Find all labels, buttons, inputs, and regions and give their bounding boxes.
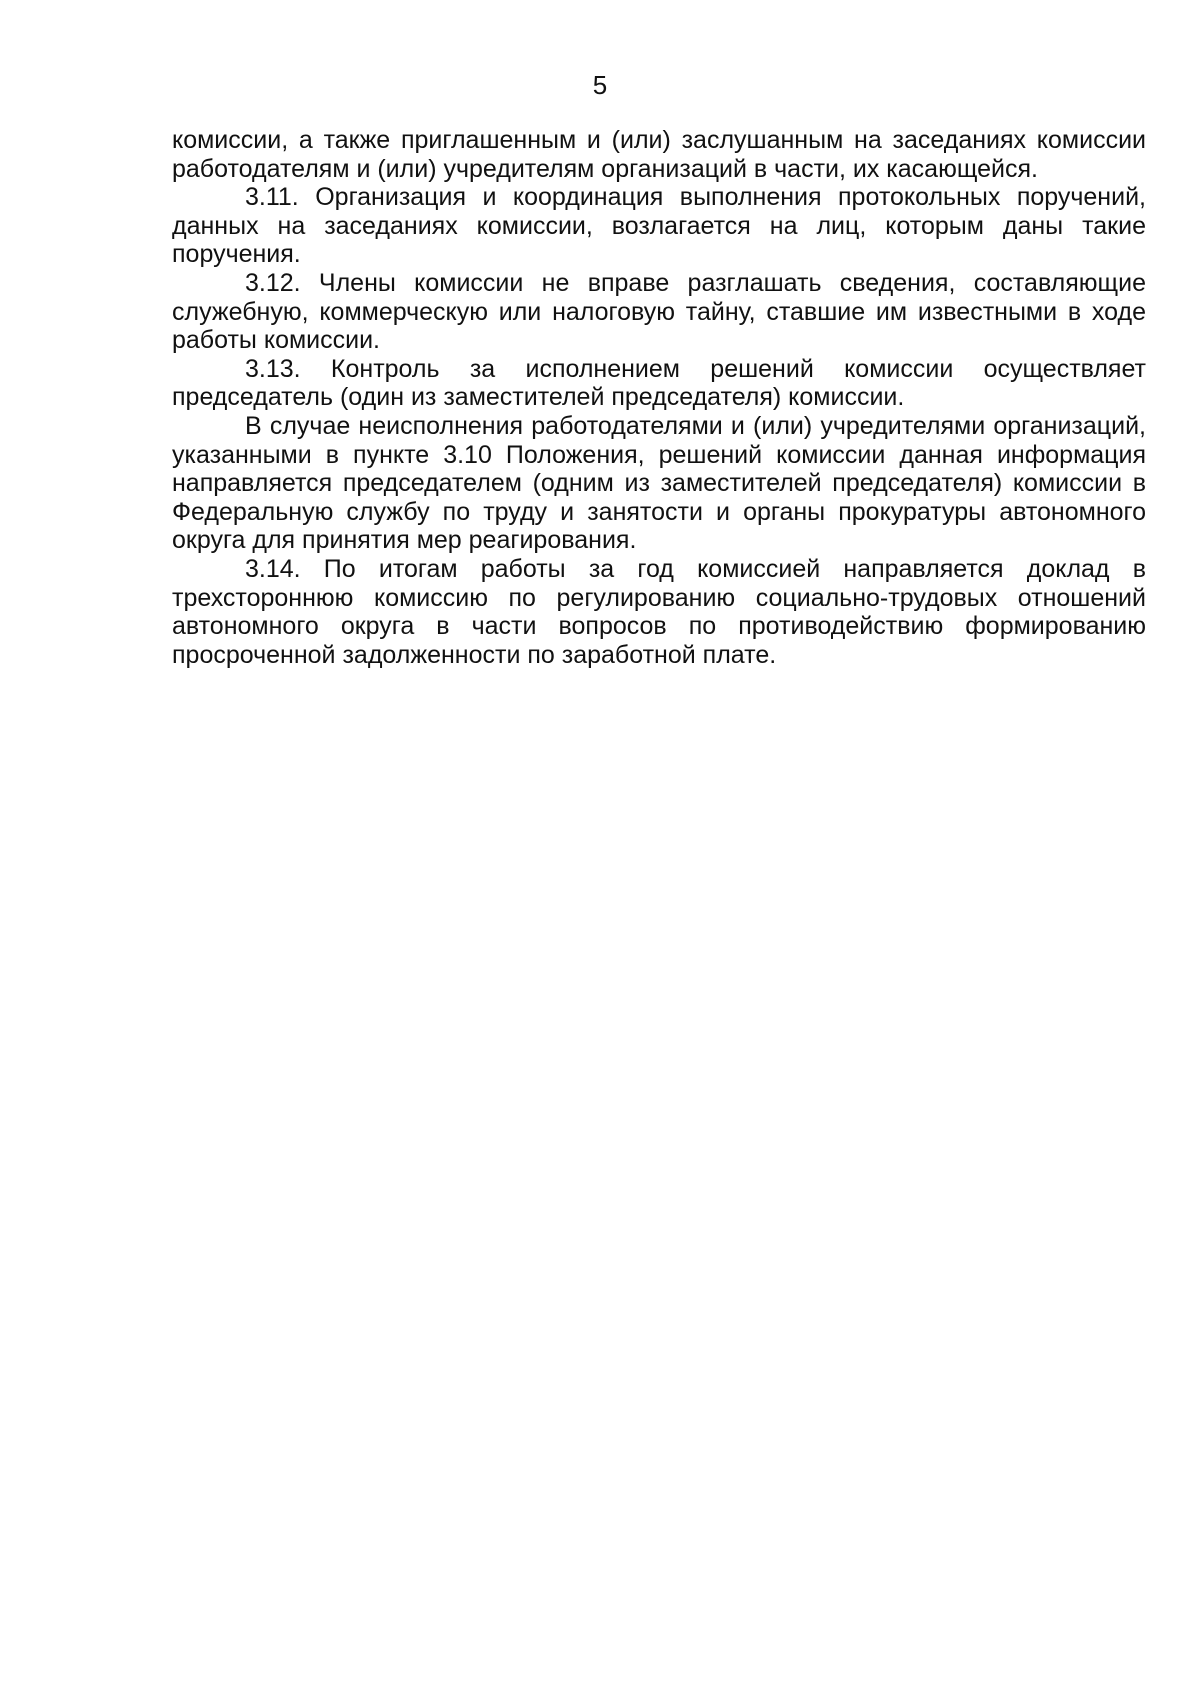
paragraph-3-13-continued: [172, 412, 1146, 555]
paragraph-3-13: [172, 355, 1146, 412]
paragraph-3-14: [172, 555, 1146, 669]
document-body: [172, 126, 1146, 669]
paragraph-text: По итогам работы за год комиссией направляется доклад в трехстороннюю комиссию по регулированию социально-трудовых отношений автономного округа в части вопросов по противодействию формированию просроченной задолженности по заработной плате.: [172, 554, 1146, 669]
paragraph-number: 3.14.: [245, 554, 301, 583]
paragraph-text: В случае неисполнения работодателями и (или) учредителями организаций, указанными в пункте 3.10 Положения, решений комиссии данная информация направляется председателем (одним из заместителей председателя) комиссии в Федеральную службу по труду и занятости и органы прокуратуры автономного округа для принятия мер реагирования.: [172, 411, 1146, 555]
page-number: 5: [592, 70, 608, 100]
paragraph-number: 3.12.: [245, 268, 301, 297]
paragraph-text: Организация и координация выполнения протокольных поручений, данных на заседаниях комиссии, возлагается на лиц, которым даны такие поручения.: [172, 183, 1146, 269]
paragraph-text: Члены комиссии не вправе разглашать сведения, составляющие служебную, коммерческую или налоговую тайну, ставшие им известными в ходе работы комиссии.: [172, 268, 1146, 355]
paragraph-text: Контроль за исполнением решений комиссии осуществляет председатель (один из заместителей председателя) комиссии.: [172, 354, 1146, 412]
paragraph-3-12: [172, 269, 1146, 355]
paragraph-number: 3.11.: [245, 183, 299, 212]
paragraph-text: комиссии, а также приглашенным и (или) заслушанным на заседаниях комиссии работодателям и (или) учредителям организаций в части, их касающейся.: [172, 126, 1146, 183]
paragraph-number: 3.13.: [245, 354, 301, 383]
paragraph-continuation: [172, 126, 1146, 183]
paragraph-3-11: [172, 183, 1146, 269]
